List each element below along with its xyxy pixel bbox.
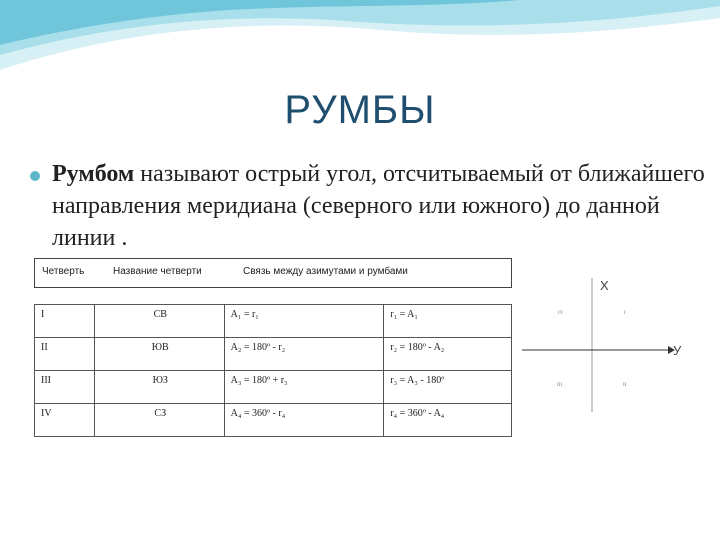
table-cell: r₃ = A₃ - 180º — [384, 371, 512, 404]
header-wave-decoration — [0, 0, 720, 80]
quadrant-label: I — [624, 311, 626, 316]
definition-text — [52, 158, 712, 254]
table-cell: ЮЗ — [94, 371, 224, 404]
definition-term: Румбом — [52, 161, 135, 187]
quadrant-label: III — [557, 383, 562, 388]
header-quarter: Четверть — [42, 266, 85, 277]
table-cell: A₂ = 180º - r₂ — [224, 338, 384, 371]
table-row — [35, 305, 512, 338]
x-axis-label: X — [600, 278, 609, 293]
table-header — [34, 258, 512, 288]
table-cell: СВ — [94, 305, 224, 338]
table-cell: III — [35, 371, 95, 404]
coordinate-axes-diagram — [520, 270, 710, 420]
table-cell: ЮВ — [94, 338, 224, 371]
bullet-icon — [30, 171, 40, 181]
table-cell: СЗ — [94, 404, 224, 437]
table-cell: II — [35, 338, 95, 371]
quadrant-label: IV — [558, 311, 564, 316]
table-cell: I — [35, 305, 95, 338]
table-row — [35, 371, 512, 404]
table-cell: A₄ = 360º - r₄ — [224, 404, 384, 437]
table-cell: A₃ = 180º + r₃ — [224, 371, 384, 404]
table-cell: IV — [35, 404, 95, 437]
table-row — [35, 404, 512, 437]
header-quarter-name: Название четверти — [113, 266, 202, 277]
table-cell: r₁ = A₁ — [384, 305, 512, 338]
rumb-table — [34, 304, 512, 437]
slide-title: РУМБЫ — [284, 88, 436, 132]
quadrant-label: II — [623, 383, 627, 388]
header-relation: Связь между азимутами и румбами — [243, 266, 408, 277]
y-axis-label: У — [673, 343, 682, 358]
table-cell: A₁ = r₁ — [224, 305, 384, 338]
definition-body: называют острый угол, отсчитываемый от ближайшего направления меридиана (северного или южного) до данной линии . — [52, 161, 705, 251]
table-cell: r₄ = 360º - A₄ — [384, 404, 512, 437]
table-cell: r₂ = 180º - A₂ — [384, 338, 512, 371]
table-row — [35, 338, 512, 371]
